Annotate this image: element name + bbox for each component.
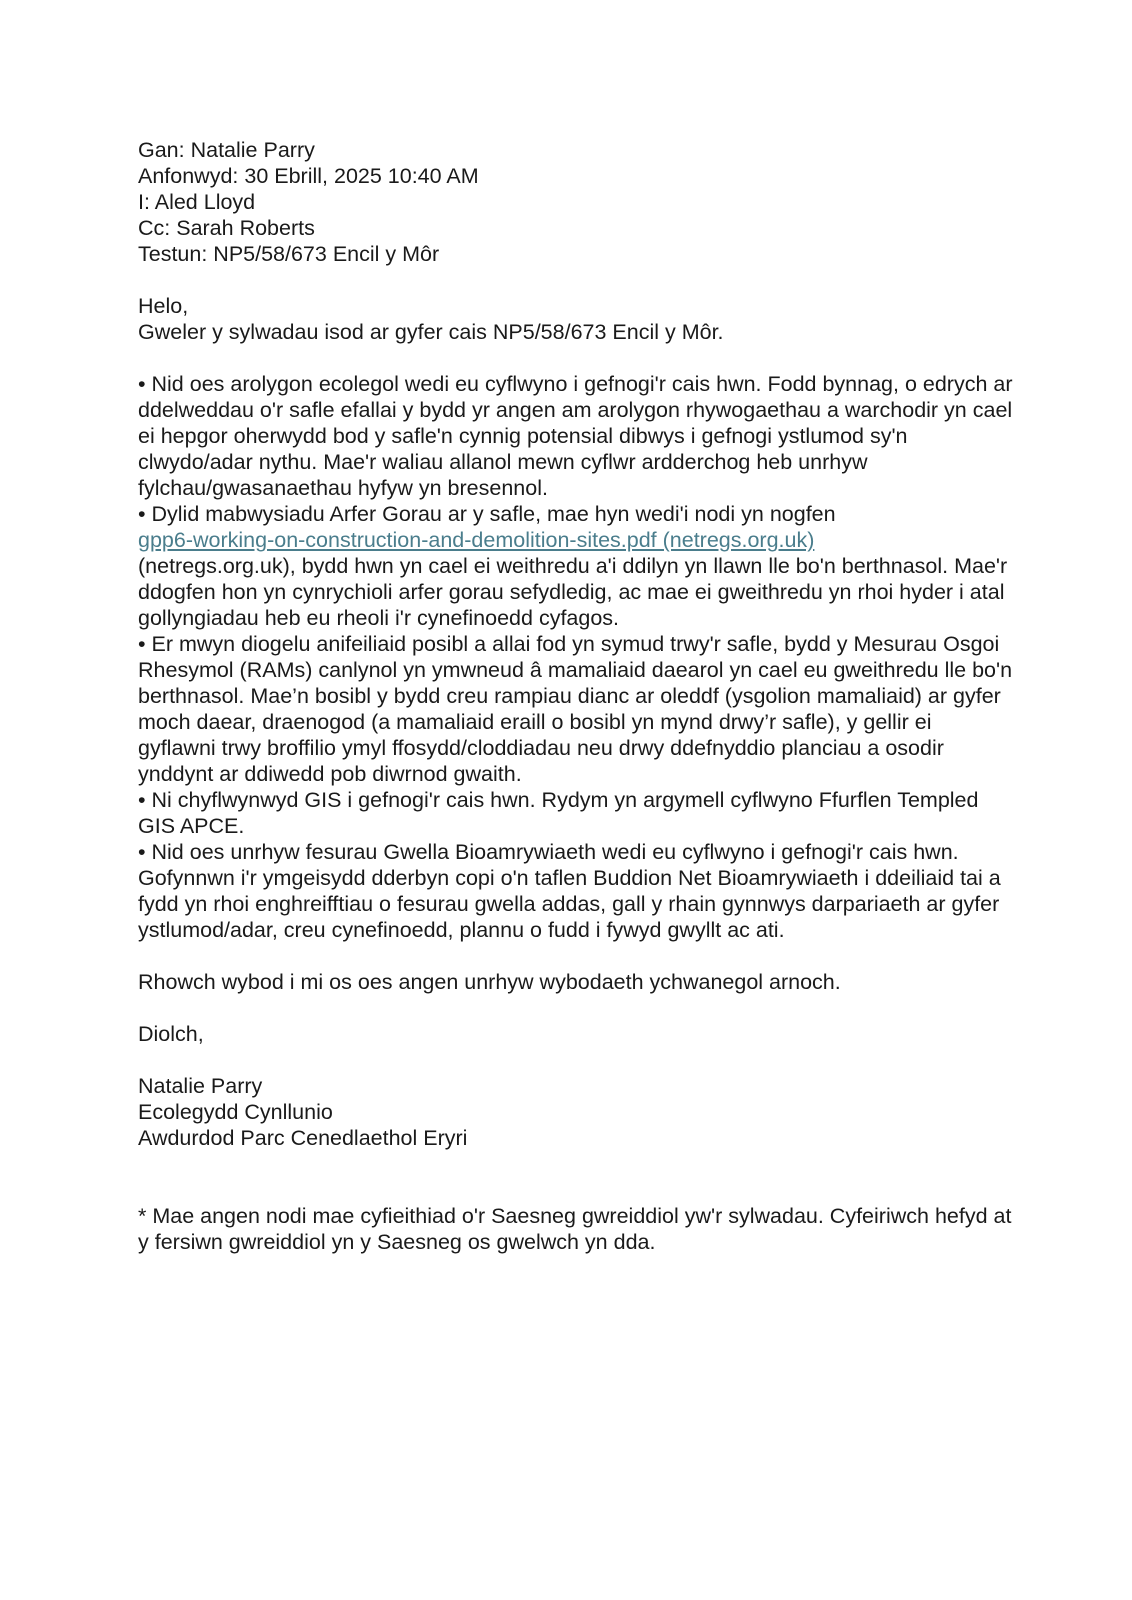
signature-block xyxy=(138,1073,1013,1151)
signature-name: Natalie Parry xyxy=(138,1074,263,1098)
email-document xyxy=(138,137,1013,1255)
email-body xyxy=(138,293,1013,1047)
translation-footnote: * Mae angen nodi mae cyfieithiad o'r Saesneg gwreiddiol yw'r sylwadau. Cyfeiriwch hefyd at y fersiwn gwreiddiol yn y Saesneg os gwelwch yn dda. xyxy=(138,1204,1012,1254)
netregs-link[interactable]: gpp6-working-on-construction-and-demolition-sites.pdf (netregs.org.uk) xyxy=(138,528,815,552)
spacer xyxy=(138,345,1013,371)
header-from: Gan: Natalie Parry xyxy=(138,138,315,162)
spacer xyxy=(138,1177,1013,1203)
bullet-gis: • Ni chyflwynwyd GIS i gefnogi'r cais hwn. Rydym yn argymell cyflwyno Ffurflen Templed GIS APCE. xyxy=(138,788,979,838)
bullet-biodiversity-enhancement: • Nid oes unrhyw fesurau Gwella Bioamrywiaeth wedi eu cyflwyno i gefnogi'r cais hwn. Gofynnwn i'r ymgeisydd dderbyn copi o'n taflen Buddion Net Bioamrywiaeth i ddeiliaid tai a fydd yn rhoi enghreifftiau o fesurau gwella addas, gall y rhain gynnwys darpariaeth ar gyfer ystlumod/adar, creu cynefinoedd, plannu o fudd i fywyd gwyllt ac ati. xyxy=(138,840,1001,942)
bullet-best-practice-text: • Dylid mabwysiadu Arfer Gorau ar y safle, mae hyn wedi'i nodi yn nogfen xyxy=(138,502,836,526)
header-subject: Testun: NP5/58/673 Encil y Môr xyxy=(138,242,440,266)
thanks-line: Diolch, xyxy=(138,1022,204,1046)
bullet-reasonable-avoidance-measures: • Er mwyn diogelu anifeiliaid posibl a allai fod yn symud trwy'r safle, bydd y Mesurau Osgoi Rhesymol (RAMs) canlynol yn ymwneud â mamaliaid daearol yn cael eu gweithredu lle bo'n berthnasol. Mae’n bosibl y bydd creu rampiau dianc ar oleddf (ysgolion mamaliaid) ar gyfer moch daear, draenogod (a mamaliaid eraill o bosibl yn mynd drwy’r safle), y gellir ei gyflawni trwy broffilio ymyl ffosydd/cloddiadau neu drwy ddefnyddio planciau a osodir ynddynt ar ddiwedd pob diwrnod gwaith. xyxy=(138,632,1013,786)
header-to: I: Aled Lloyd xyxy=(138,190,256,214)
greeting: Helo, xyxy=(138,294,189,318)
bullet-best-practice xyxy=(138,501,1013,631)
header-sent: Anfonwyd: 30 Ebrill, 2025 10:40 AM xyxy=(138,164,479,188)
bullet-best-practice-continued: (netregs.org.uk), bydd hwn yn cael ei weithredu a'i ddilyn yn llawn lle bo'n berthnasol. Mae'r ddogfen hon yn cynrychioli arfer gorau sefydledig, ac mae ei gweithredu yn rhoi hyder i atal gollyngiadau heb eu rheoli i'r cynefinoedd cyfagos. xyxy=(138,554,1008,630)
signature-role: Ecolegydd Cynllunio xyxy=(138,1100,333,1124)
header-cc: Cc: Sarah Roberts xyxy=(138,216,315,240)
bullet-ecological-surveys: • Nid oes arolygon ecolegol wedi eu cyflwyno i gefnogi'r cais hwn. Fodd bynnag, o edrych ar ddelweddau o'r safle efallai y bydd yr angen am arolygon rhywogaethau a warchodir yn cael ei hepgor oherwydd bod y safle'n cynnig potensial dibwys i gefnogi ystlumod sy'n clwydo/adar nythu. Mae'r waliau allanol mewn cyflwr ardderchog heb unrhyw fylchau/gwasanaethau hyfyw yn bresennol. xyxy=(138,372,1013,500)
spacer xyxy=(138,267,1013,293)
spacer xyxy=(138,943,1013,969)
spacer xyxy=(138,1151,1013,1177)
spacer xyxy=(138,1047,1013,1073)
signature-org: Awdurdod Parc Cenedlaethol Eryri xyxy=(138,1126,468,1150)
email-header xyxy=(138,137,1013,267)
closing-line: Rhowch wybod i mi os oes angen unrhyw wybodaeth ychwanegol arnoch. xyxy=(138,970,841,994)
spacer xyxy=(138,995,1013,1021)
intro: Gweler y sylwadau isod ar gyfer cais NP5/58/673 Encil y Môr. xyxy=(138,320,724,344)
